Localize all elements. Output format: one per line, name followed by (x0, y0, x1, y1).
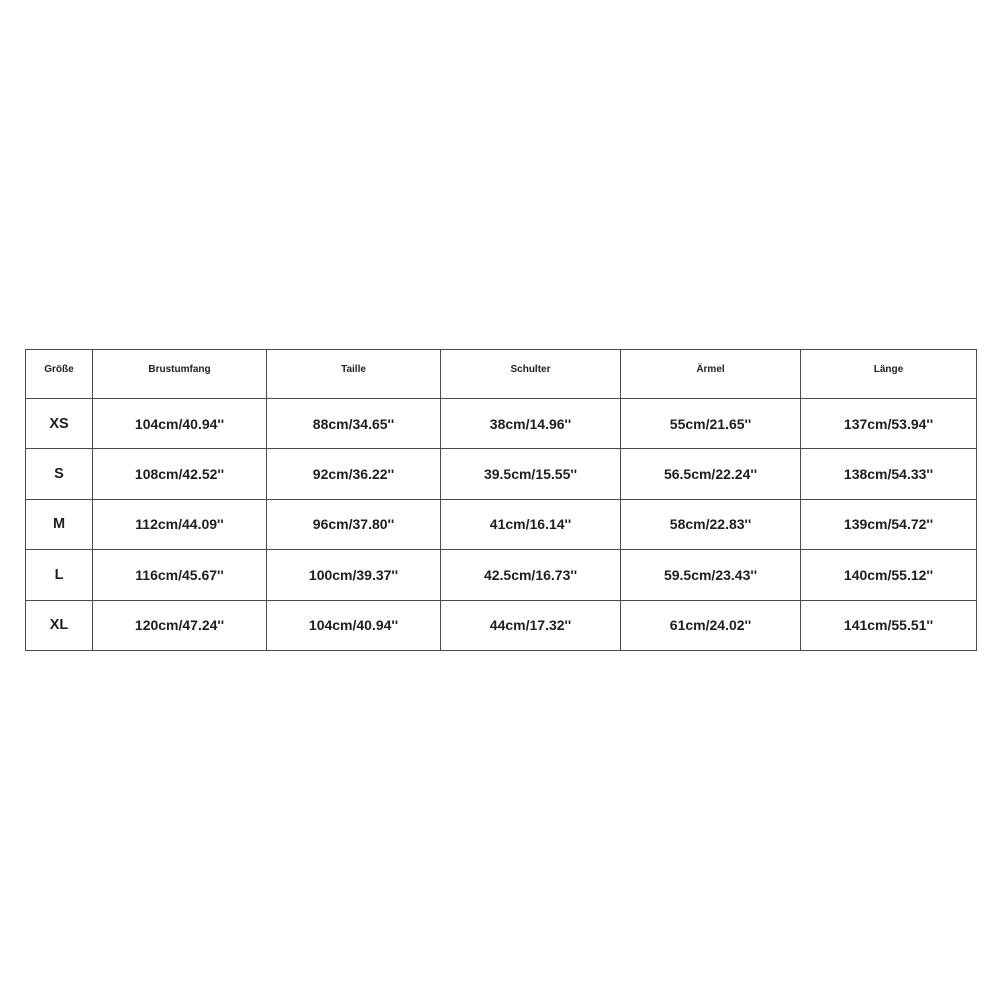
waist-value: 100cm/39.37'' (267, 550, 441, 600)
header-waist: Taille (267, 350, 441, 399)
table-row (26, 500, 977, 550)
table-row (26, 550, 977, 600)
length-value: 138cm/54.33'' (801, 449, 977, 499)
table-row (26, 449, 977, 499)
sleeve-value: 56.5cm/22.24'' (621, 449, 801, 499)
chest-value: 120cm/47.24'' (93, 601, 267, 651)
chest-value: 108cm/42.52'' (93, 449, 267, 499)
waist-value: 96cm/37.80'' (267, 500, 441, 550)
header-length: Länge (801, 350, 977, 399)
length-value: 141cm/55.51'' (801, 601, 977, 651)
sleeve-value: 61cm/24.02'' (621, 601, 801, 651)
chest-value: 104cm/40.94'' (93, 399, 267, 449)
waist-value: 104cm/40.94'' (267, 601, 441, 651)
header-sleeve: Ärmel (621, 350, 801, 399)
shoulder-value: 44cm/17.32'' (441, 601, 621, 651)
size-label: XS (26, 399, 93, 449)
shoulder-value: 38cm/14.96'' (441, 399, 621, 449)
sleeve-value: 59.5cm/23.43'' (621, 550, 801, 600)
length-value: 140cm/55.12'' (801, 550, 977, 600)
sleeve-value: 55cm/21.65'' (621, 399, 801, 449)
size-label: XL (26, 601, 93, 651)
length-value: 139cm/54.72'' (801, 500, 977, 550)
chest-value: 112cm/44.09'' (93, 500, 267, 550)
table-row (26, 399, 977, 449)
waist-value: 92cm/36.22'' (267, 449, 441, 499)
header-shoulder: Schulter (441, 350, 621, 399)
table-row (26, 601, 977, 651)
header-size: Größe (26, 350, 93, 399)
size-label: L (26, 550, 93, 600)
size-label: S (26, 449, 93, 499)
chest-value: 116cm/45.67'' (93, 550, 267, 600)
shoulder-value: 41cm/16.14'' (441, 500, 621, 550)
shoulder-value: 42.5cm/16.73'' (441, 550, 621, 600)
length-value: 137cm/53.94'' (801, 399, 977, 449)
table-header-row (26, 350, 977, 399)
header-chest: Brustumfang (93, 350, 267, 399)
sleeve-value: 58cm/22.83'' (621, 500, 801, 550)
size-label: M (26, 500, 93, 550)
size-chart-table (25, 349, 977, 651)
waist-value: 88cm/34.65'' (267, 399, 441, 449)
shoulder-value: 39.5cm/15.55'' (441, 449, 621, 499)
